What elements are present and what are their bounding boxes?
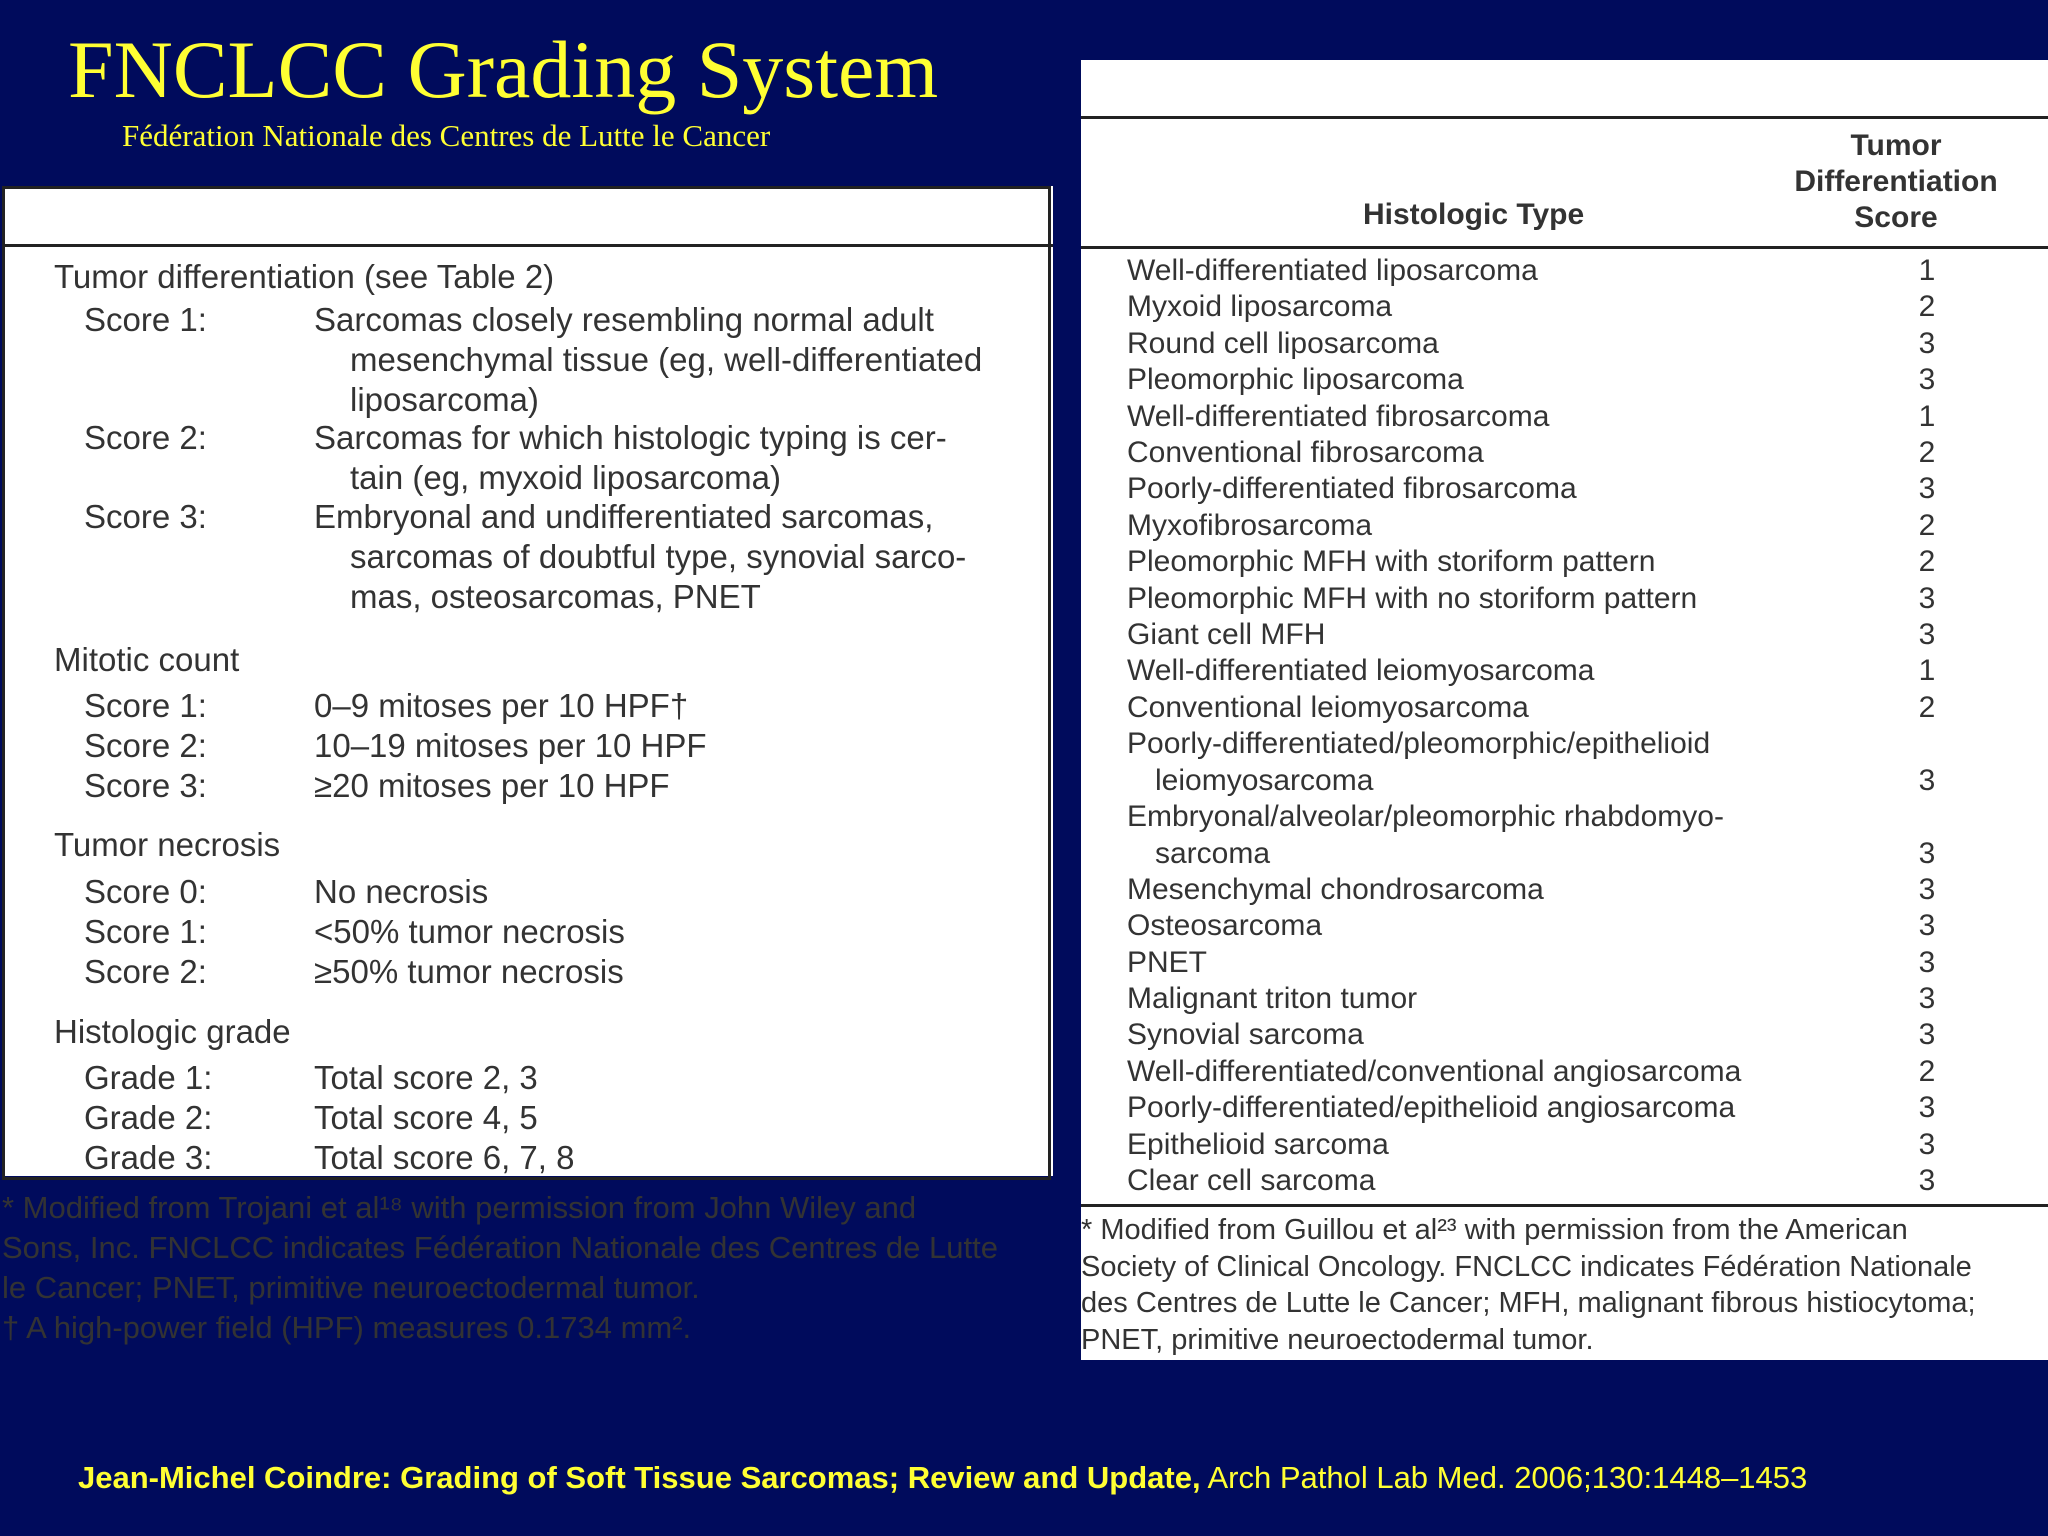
- differentiation-score: 3: [1918, 872, 1936, 906]
- score-label: Grade 3:: [84, 1139, 213, 1176]
- histologic-type-name: Epithelioid sarcoma: [1127, 1127, 1389, 1161]
- score-label: Grade 2:: [84, 1099, 213, 1136]
- score-label: Grade 1:: [84, 1059, 213, 1096]
- histologic-type-name: Osteosarcoma: [1127, 909, 1323, 943]
- differentiation-score: 1: [1918, 254, 1936, 287]
- histologic-type-name: Conventional leiomyosarcoma: [1127, 690, 1529, 724]
- citation-journal: Arch Pathol Lab Med. 2006;130:1448–1453: [1200, 1460, 1808, 1495]
- score-label: Score 2:: [84, 727, 207, 764]
- score-description: [314, 300, 1034, 420]
- table-row: [1127, 399, 2027, 436]
- description-line: mesenchymal tissue (eg, well-differentiated: [350, 341, 983, 378]
- section-heading: Mitotic count: [54, 641, 240, 678]
- table-row: [1127, 945, 2027, 982]
- column-header-line: Tumor: [1850, 129, 1942, 162]
- table-row: [1127, 362, 2027, 399]
- table-row: [1127, 908, 2027, 945]
- footnote-line: le Cancer; PNET, primitive neuroectodermal tumor.: [2, 1270, 700, 1305]
- score-label: Score 2:: [84, 953, 207, 990]
- footnote-line: PNET, primitive neuroectodermal tumor.: [1081, 1323, 1594, 1356]
- table-row: [1127, 508, 2027, 545]
- section-heading: Histologic grade: [54, 1013, 291, 1050]
- description-line: ≥20 mitoses per 10 HPF: [314, 767, 670, 804]
- histologic-type-name: Well-differentiated leiomyosarcoma: [1127, 654, 1595, 688]
- footnote-line: Sons, Inc. FNCLCC indicates Fédération Nationale des Centres de Lutte: [2, 1230, 998, 1265]
- score-label: Score 3:: [84, 498, 207, 535]
- footnote-line: des Centres de Lutte le Cancer; MFH, malignant fibrous histiocytoma;: [1081, 1287, 1976, 1319]
- differentiation-score: 1: [1918, 399, 1936, 433]
- table-row: [1127, 1090, 2027, 1127]
- table-row: [1127, 1163, 2027, 1200]
- differentiation-score: 3: [1918, 1018, 1936, 1052]
- differentiation-score: 3: [1918, 909, 1936, 943]
- table-row: [1127, 799, 2027, 872]
- description-line: Sarcomas for which histologic typing is cer-: [314, 419, 947, 456]
- differentiation-score: 3: [1918, 618, 1936, 651]
- histologic-type-name: Conventional fibrosarcoma: [1127, 436, 1484, 469]
- histologic-type-name: sarcoma: [1155, 836, 1271, 870]
- histologic-type-name: Embryonal/alveolar/pleomorphic rhabdomyo-: [1127, 800, 1724, 833]
- differentiation-score: 2: [1918, 290, 1936, 324]
- table-row: [1127, 471, 2027, 508]
- histologic-type-name: Poorly-differentiated fibrosarcoma: [1127, 472, 1577, 506]
- column-header-line: Score: [1854, 201, 1938, 234]
- differentiation-score: 2: [1918, 690, 1936, 724]
- differentiation-score: 3: [1918, 363, 1936, 397]
- footnote-line: † A high-power field (HPF) measures 0.1734 mm².: [2, 1310, 692, 1345]
- section-heading: Tumor differentiation (see Table 2): [54, 258, 555, 295]
- score-description: [314, 766, 1034, 806]
- differentiation-score: 3: [1918, 945, 1936, 979]
- score-description: [314, 418, 1034, 498]
- description-line: <50% tumor necrosis: [314, 913, 625, 950]
- differentiation-score: 3: [1918, 581, 1936, 615]
- score-description: [314, 1138, 1034, 1178]
- score-label: Score 3:: [84, 767, 207, 804]
- slide-title: FNCLCC Grading System: [68, 24, 939, 115]
- score-description: [314, 952, 1034, 992]
- histologic-type-name: leiomyosarcoma: [1155, 763, 1374, 797]
- differentiation-score: 3: [1918, 763, 1936, 797]
- differentiation-score: 3: [1918, 1164, 1936, 1197]
- histologic-type-name: Synovial sarcoma: [1127, 1018, 1364, 1052]
- footnote-line: Society of Clinical Oncology. FNCLCC indicates Fédération Nationale: [1081, 1250, 1972, 1283]
- description-line: No necrosis: [314, 873, 489, 910]
- description-line: Sarcomas closely resembling normal adult: [314, 301, 934, 338]
- histologic-type-name: Clear cell sarcoma: [1127, 1164, 1376, 1197]
- histologic-type-name: Pleomorphic liposarcoma: [1127, 363, 1464, 397]
- score-label: Score 1:: [84, 687, 207, 724]
- column-header-histologic-type: Histologic Type: [1363, 198, 1585, 231]
- histologic-type-name: Pleomorphic MFH with no storiform pattern: [1127, 581, 1698, 615]
- table-row: [1127, 981, 2027, 1018]
- table-row: [1127, 544, 2027, 581]
- differentiation-score: 3: [1918, 326, 1936, 360]
- differentiation-score: 3: [1918, 982, 1936, 1015]
- table-row: [1127, 253, 2027, 290]
- table-top-rule: [1081, 116, 2048, 119]
- histologic-type-name: Poorly-differentiated/pleomorphic/epithelioid: [1127, 727, 1711, 761]
- table-row: [1127, 617, 2027, 654]
- score-label: Score 0:: [84, 873, 207, 910]
- differentiation-score: 2: [1918, 545, 1936, 579]
- grading-criteria-footnote: [2, 1188, 1053, 1345]
- differentiation-score: 3: [1918, 1091, 1936, 1125]
- description-line: 0–9 mitoses per 10 HPF†: [314, 687, 689, 724]
- table-bottom-rule: [1081, 1204, 2048, 1207]
- description-line: mas, osteosarcomas, PNET: [350, 578, 761, 615]
- histologic-type-name: Well-differentiated fibrosarcoma: [1127, 399, 1550, 433]
- table-header-rule: [2, 244, 1053, 247]
- score-description: [314, 686, 1034, 726]
- description-line: Embryonal and undifferentiated sarcomas,: [314, 498, 934, 535]
- column-header-rule: [1081, 246, 2048, 249]
- score-label: Score 2:: [84, 419, 207, 456]
- differentiation-score: 2: [1918, 508, 1936, 542]
- histologic-type-name: Myxoid liposarcoma: [1127, 290, 1393, 324]
- slide-subtitle: Fédération Nationale des Centres de Lutte le Cancer: [122, 118, 771, 153]
- score-description: [314, 1058, 1034, 1098]
- table-row: [1127, 1054, 2027, 1091]
- footnote-line: * Modified from Guillou et al²³ with permission from the American: [1081, 1214, 1908, 1246]
- score-description: [314, 912, 1034, 952]
- histologic-type-name: Myxofibrosarcoma: [1127, 508, 1373, 542]
- histologic-type-name: Mesenchymal chondrosarcoma: [1127, 872, 1544, 906]
- histologic-type-name: Well-differentiated/conventional angiosarcoma: [1127, 1054, 1742, 1088]
- table-row: [1127, 872, 2027, 909]
- description-line: liposarcoma): [350, 381, 539, 418]
- score-label: Score 1:: [84, 913, 207, 950]
- score-description: [314, 872, 1034, 912]
- table-row: [1127, 1127, 2027, 1164]
- table-row: [1127, 653, 2027, 690]
- histologic-type-name: Poorly-differentiated/epithelioid angiosarcoma: [1127, 1091, 1736, 1125]
- grading-criteria-table: [2, 186, 1053, 1345]
- histologic-type-name: Pleomorphic MFH with storiform pattern: [1127, 545, 1656, 579]
- histologic-type-footnote: [1081, 1212, 2048, 1358]
- differentiation-score: 2: [1918, 1054, 1936, 1088]
- description-line: ≥50% tumor necrosis: [314, 953, 624, 990]
- description-line: tain (eg, myxoid liposarcoma): [350, 459, 781, 496]
- column-header-score: [1781, 128, 2011, 236]
- score-description: [314, 1098, 1034, 1138]
- column-header-line: Differentiation: [1794, 165, 1998, 198]
- description-line: Total score 4, 5: [314, 1099, 538, 1136]
- differentiation-score: 3: [1918, 472, 1936, 506]
- histologic-type-table: [1081, 60, 2048, 1360]
- score-description: [314, 726, 1034, 766]
- description-line: 10–19 mitoses per 10 HPF: [314, 727, 707, 764]
- differentiation-score: 1: [1918, 654, 1936, 688]
- differentiation-score: 3: [1918, 836, 1936, 870]
- table-row: [1127, 581, 2027, 618]
- differentiation-score: 2: [1918, 436, 1936, 469]
- table-row: [1127, 1017, 2027, 1054]
- histologic-type-name: Round cell liposarcoma: [1127, 326, 1439, 360]
- description-line: Total score 6, 7, 8: [314, 1139, 575, 1176]
- table-row: [1127, 435, 2027, 472]
- description-line: Total score 2, 3: [314, 1059, 538, 1096]
- histologic-type-name: PNET: [1127, 945, 1208, 979]
- table-row: [1127, 690, 2027, 727]
- histologic-type-name: Giant cell MFH: [1127, 618, 1326, 651]
- score-description: [314, 497, 1034, 617]
- section-heading: Tumor necrosis: [54, 826, 281, 863]
- histologic-type-name: Malignant triton tumor: [1127, 982, 1418, 1015]
- differentiation-score: 3: [1918, 1127, 1936, 1161]
- table-row: [1127, 726, 2027, 799]
- score-label: Score 1:: [84, 301, 207, 338]
- histologic-type-name: Well-differentiated liposarcoma: [1127, 254, 1538, 287]
- table-row: [1127, 289, 2027, 326]
- description-line: sarcomas of doubtful type, synovial sarco-: [350, 538, 967, 575]
- citation-author-title: Jean-Michel Coindre: Grading of Soft Tissue Sarcomas; Review and Update,: [78, 1460, 1201, 1495]
- citation: [78, 1460, 1807, 1496]
- table-row: [1127, 326, 2027, 363]
- footnote-line: * Modified from Trojani et al¹⁸ with permission from John Wiley and: [2, 1190, 917, 1225]
